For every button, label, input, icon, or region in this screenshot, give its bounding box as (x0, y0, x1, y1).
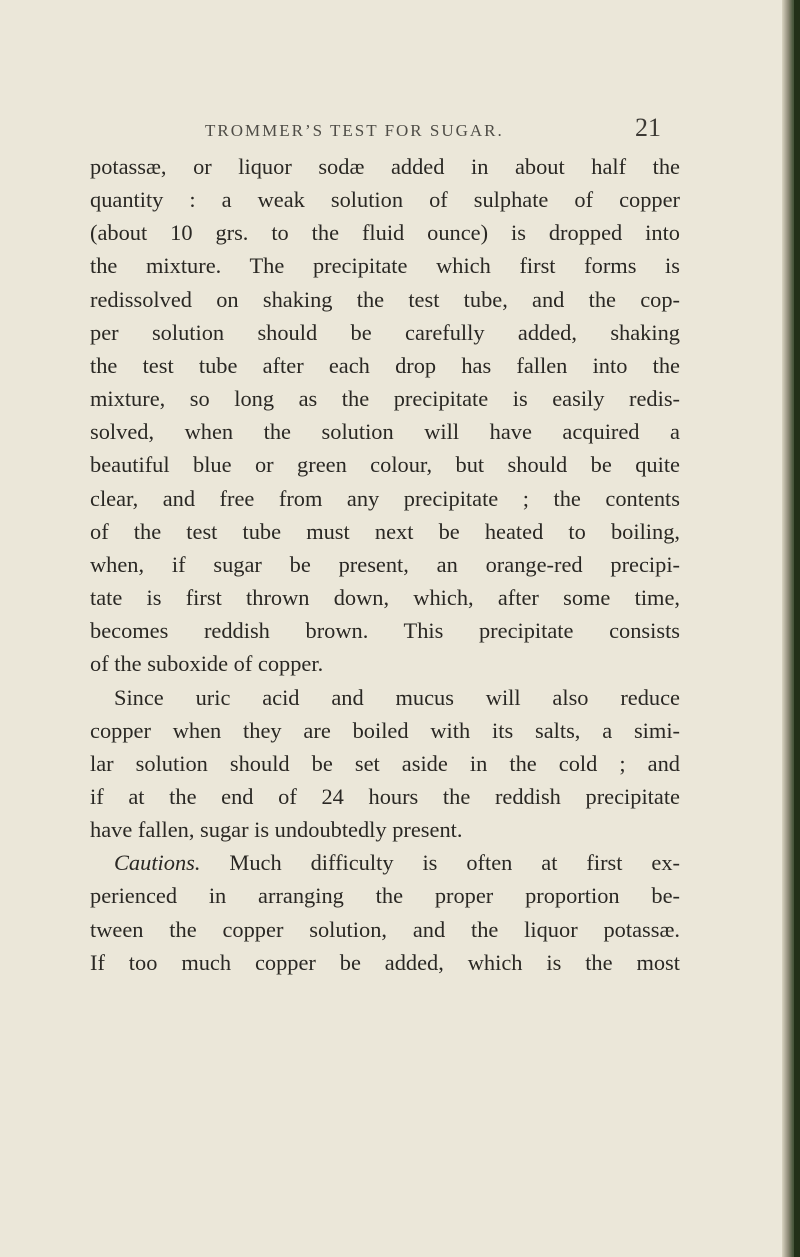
text-line: redissolved on shaking the test tube, and the cop- (90, 286, 680, 312)
text-line: lar solution should be set aside in the cold ; and (90, 750, 680, 776)
text-line: Since uric acid and mucus will also reduce (114, 684, 680, 710)
text-line: tween the copper solution, and the liquor potassæ. (90, 916, 680, 942)
text-line: potassæ, or liquor sodæ added in about half the (90, 154, 680, 179)
text-line: quantity : a weak solution of sulphate of copper (90, 187, 680, 213)
text-line: clear, and free from any precipitate ; the contents (90, 485, 680, 511)
text-line: per solution should be carefully added, shaking (90, 319, 680, 345)
running-head: TROMMER’S TEST FOR SUGAR. (205, 121, 504, 140)
text-line: beautiful blue or green colour, but should be quite (90, 452, 680, 478)
text-line: becomes reddish brown. This precipitate consists (90, 618, 680, 644)
text-line: of the suboxide of copper. (90, 651, 324, 677)
text-line: mixture, so long as the precipitate is easily redis- (90, 386, 680, 412)
cautions-line (90, 846, 680, 879)
text-line: copper when they are boiled with its salts, a simi- (90, 717, 680, 743)
text-line: the mixture. The precipitate which first forms is (90, 253, 680, 279)
book-spine-edge (782, 0, 800, 1257)
text-line: when, if sugar be present, an orange-red precipi- (90, 551, 680, 577)
text-line: tate is first thrown down, which, after some time, (90, 585, 680, 611)
page-number: 21 (635, 113, 661, 142)
spine-shadow (794, 0, 800, 1257)
text-fragment: Much difficulty is often at first ex- (229, 850, 680, 876)
text-line: (about 10 grs. to the fluid ounce) is dropped into (90, 220, 680, 246)
body-text (90, 150, 680, 979)
cautions-heading: Cautions. (114, 850, 201, 876)
text-line: of the test tube must next be heated to boiling, (90, 518, 680, 544)
text-line: the test tube after each drop has fallen into the (90, 352, 680, 378)
text-line: if at the end of 24 hours the reddish precipitate (90, 783, 680, 809)
text-line: solved, when the solution will have acquired a (90, 419, 680, 445)
text-line: have fallen, sugar is undoubtedly present. (90, 817, 463, 843)
text-line: If too much copper be added, which is the most (90, 949, 680, 975)
text-line: perienced in arranging the proper proportion be- (90, 883, 680, 909)
page-header (0, 113, 784, 143)
